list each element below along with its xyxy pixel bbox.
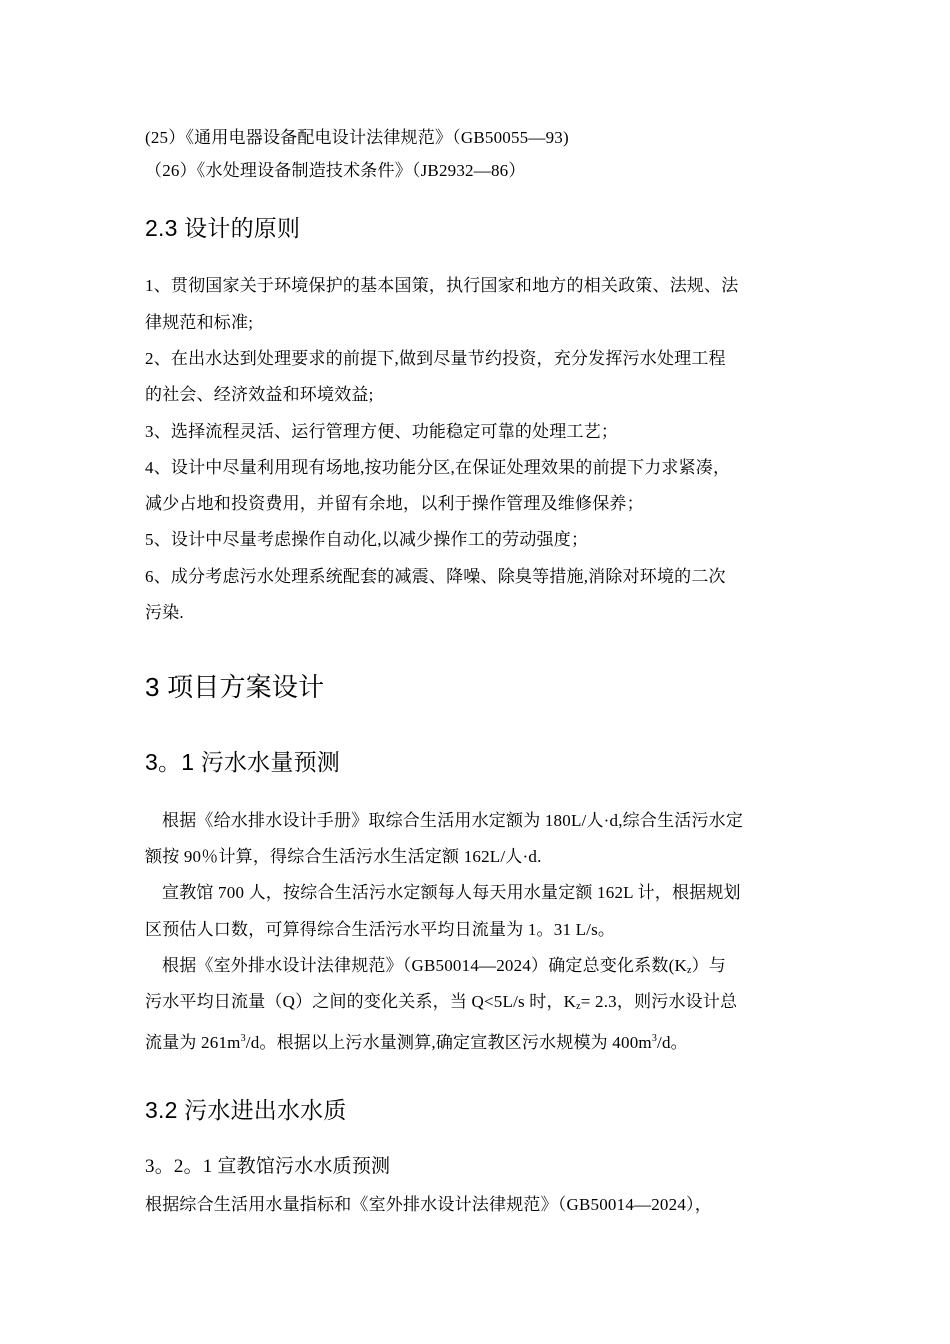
paragraph-line: 根据《给水排水设计手册》取综合生活用水定额为 180L/人·d,综合生活污水定 bbox=[162, 811, 744, 830]
paragraph-line bbox=[145, 990, 737, 1019]
reference-25: (25）《通用电器设备配电设计法律规范》（GB50055—93) bbox=[145, 128, 569, 147]
section-3-2-heading: 3.2 污水进出水水质 bbox=[145, 1097, 347, 1123]
paragraph-line: 5、设计中尽量考虑操作自动化,以减少操作工的劳动强度； bbox=[145, 530, 589, 549]
paragraph-line: 2、在出水达到处理要求的前提下,做到尽量节约投资，充分发挥污水处理工程 bbox=[145, 349, 726, 368]
paragraph-line: 宣教馆 700 人，按综合生活污水定额每人每天用水量定额 162L 计，根据规划 bbox=[162, 883, 741, 902]
paragraph-line: 4、设计中尽量利用现有场地,按功能分区,在保证处理效果的前提下力求紧凑， bbox=[145, 458, 731, 477]
subscript: z bbox=[576, 1001, 581, 1012]
text-run: /d。根据以上污水量测算,确定宣教区污水规模为 400m bbox=[245, 1033, 652, 1052]
paragraph-line: 污染. bbox=[145, 603, 184, 622]
paragraph-line: 区预估人口数，可算得综合生活污水平均日流量为 1。31 L/s。 bbox=[145, 920, 616, 939]
section-2-3-heading: 2.3 设计的原则 bbox=[145, 215, 301, 241]
paragraph-line: 6、成分考虑污水处理系统配套的减震、降噪、除臭等措施,消除对环境的二次 bbox=[145, 567, 726, 586]
section-3-heading: 3 项目方案设计 bbox=[145, 672, 325, 702]
paragraph-line: 根据综合生活用水量指标和《室外排水设计法律规范》（GB50014—2024）， bbox=[145, 1195, 712, 1214]
superscript: 3 bbox=[651, 1033, 658, 1044]
subscript: z bbox=[686, 965, 692, 976]
paragraph-line: 额按 90％计算，得综合生活污水生活定额 162L/人·d. bbox=[145, 847, 542, 866]
subsection-3-2-1-heading: 3。2。1 宣教馆污水水质预测 bbox=[145, 1156, 391, 1177]
text-run: /d。 bbox=[657, 1033, 688, 1052]
text-run: = 2.3，则污水设计总 bbox=[580, 992, 738, 1011]
section-3-1-heading: 3。1 污水水量预测 bbox=[145, 749, 340, 775]
text-run: 污水平均日流量（Q）之间的变化关系，当 Q<5L/s 时，K bbox=[145, 992, 577, 1011]
paragraph-line: 律规范和标准; bbox=[145, 313, 254, 332]
paragraph-line: 1、贯彻国家关于环境保护的基本国策，执行国家和地方的相关政策、法规、法 bbox=[145, 276, 739, 295]
paragraph-line bbox=[145, 1027, 688, 1055]
paragraph-line: 的社会、经济效益和环境效益; bbox=[145, 385, 374, 404]
superscript: 3 bbox=[240, 1033, 246, 1044]
paragraph-line: 3、选择流程灵活、运行管理方便、功能稳定可靠的处理工艺； bbox=[145, 422, 619, 441]
reference-26: （26）《水处理设备制造技术条件》（JB2932—86） bbox=[145, 161, 526, 180]
paragraph-line bbox=[145, 954, 726, 983]
text-run: ）与 bbox=[691, 956, 726, 975]
paragraph-line: 减少占地和投资费用，并留有余地，以利于操作管理及维修保养； bbox=[145, 494, 644, 513]
text-run: 流量为 261m bbox=[145, 1033, 241, 1052]
text-run: 根据《室外排水设计法律规范》（GB50014—2024）确定总变化系数(K bbox=[162, 956, 687, 975]
